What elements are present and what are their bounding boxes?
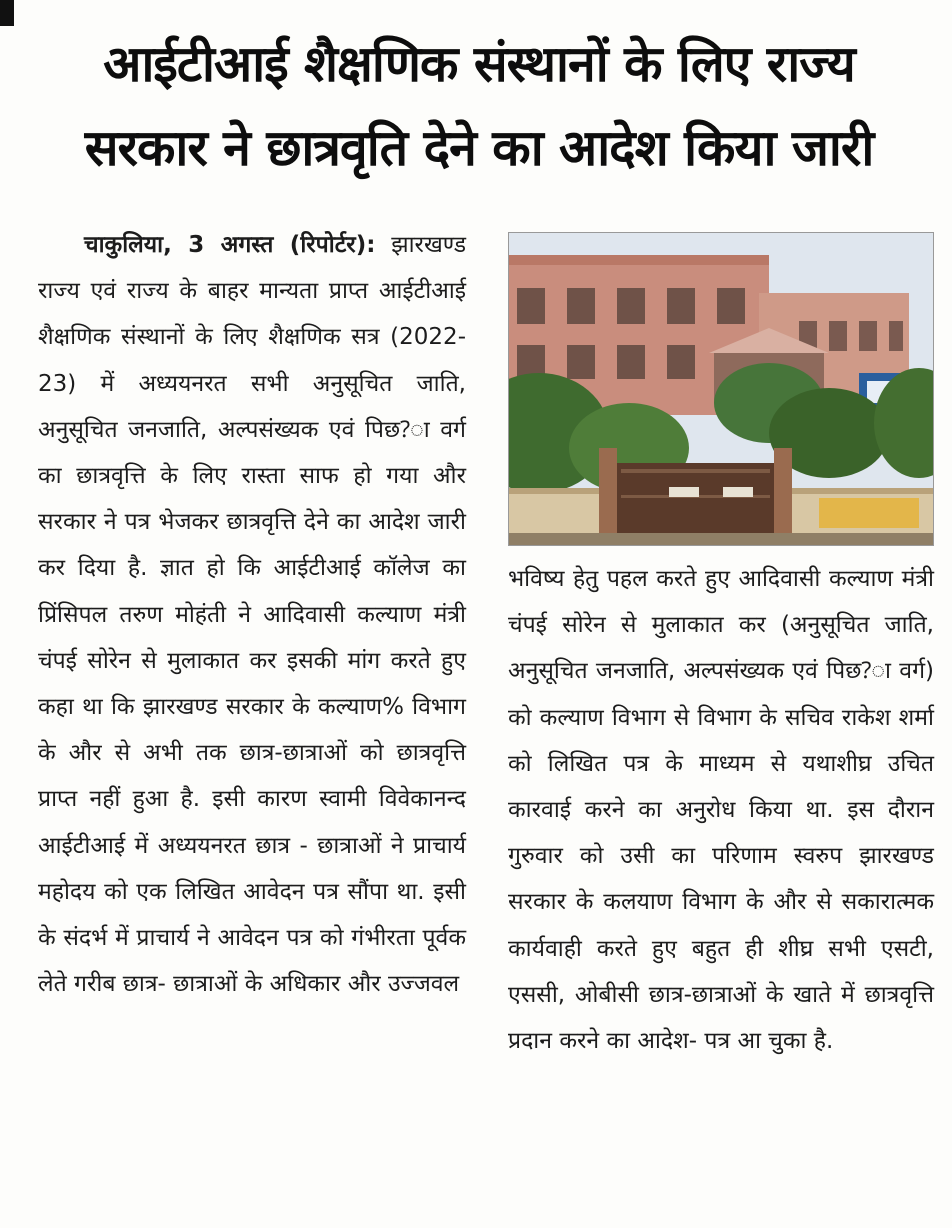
dateline: चाकुलिया, 3 अगस्त (रिपोर्टर): bbox=[84, 232, 376, 258]
article-body-left: झारखण्ड राज्य एवं राज्य के बाहर मान्यता प्राप्त आईटीआई शैक्षणिक संस्थानों के लिए शैक्षणिक सत्र (2022-23) में अध्ययनरत सभी अनुसूचित जाति, अनुसूचित जनजाति, अल्पसंख्यक एवं पिछ?ा वर्ग का छात्रवृत्ति के लिए रास्ता साफ हो गया और सरकार ने पत्र भेजकर छात्रवृत्ति देने का आदेश जारी कर दिया है. ज्ञात हो कि आईटीआई कॉलेज का प्रिंसिपल तरुण मोहंती ने आदिवासी कल्याण मंत्री चंपई सोरेन से मुलाकात कर इसकी मांग करते हुए कहा था कि झारखण्ड सरकार के कल्याण% विभाग के और से अभी तक छात्र-छात्राओं को छात्रवृत्ति प्राप्त नहीं हुआ है. इसी कारण स्वामी विवेकानन्द आईटीआई में अध्ययनरत छात्र - छात्राओं ने प्राचार्य महोदय को एक लिखित आवेदन पत्र सौंपा था. इसी के संदर्भ में प्राचार्य ने आवेदन पत्र को गंभीरता पूर्वक लेते गरीब छात्र- छात्राओं के अधिकार और उज्जवल bbox=[38, 232, 466, 998]
building-photo-illustration bbox=[509, 233, 933, 545]
news-photo bbox=[508, 232, 934, 546]
article-body-right: भविष्य हेतु पहल करते हुए आदिवासी कल्याण मंत्री चंपई सोरेन से मुलाकात कर (अनुसूचित जाति, अनुसूचित जनजाति, अल्पसंख्यक एवं पिछ?ा वर्ग) को कल्याण विभाग से विभाग के सचिव राकेश शर्मा को लिखित पत्र के माध्यम से यथाशीघ्र उचित कारवाई करने का अनुरोध किया था. इस दौरान गुरुवार को उसी का परिणाम स्वरुप झारखण्ड सरकार के कलयाण विभाग के और से सकारात्मक कार्यवाही करते हुए बहुत ही शीघ्र सभी एसटी, एससी, ओबीसी छात्र-छात्राओं के खाते में छात्रवृत्ति प्रदान करने का आदेश- पत्र आ चुका है. bbox=[508, 566, 934, 1055]
corner-marker bbox=[0, 0, 14, 26]
headline bbox=[20, 22, 938, 190]
article-column-right bbox=[508, 556, 934, 1064]
headline-line-2: सरकार ने छात्रवृति देने का आदेश किया जारी bbox=[84, 119, 874, 177]
article-column-left bbox=[38, 222, 466, 1007]
headline-line-1: आईटीआई शैक्षणिक संस्थानों के लिए राज्य bbox=[103, 35, 855, 93]
